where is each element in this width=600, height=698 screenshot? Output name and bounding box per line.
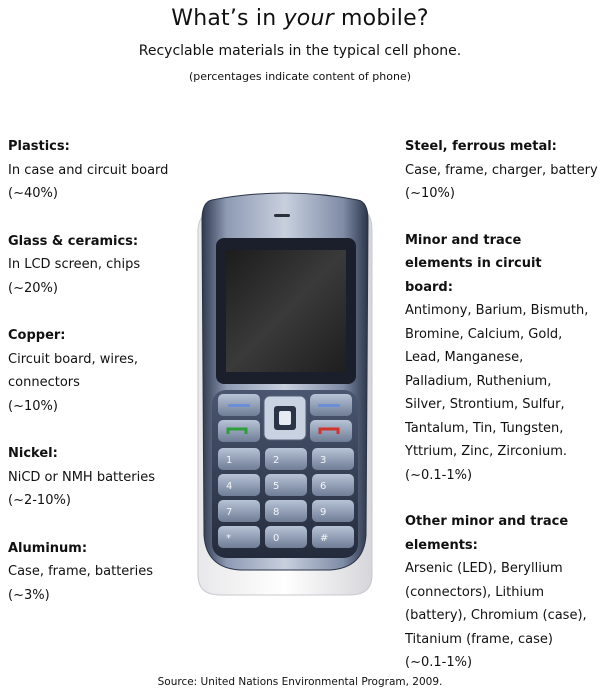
keypad-key (265, 448, 307, 470)
material-heading: Minor and trace elements in circuit board: (405, 232, 542, 295)
page-title (0, 6, 600, 31)
keypad-key-label: 3 (320, 455, 327, 466)
phone-graphic (190, 190, 380, 600)
material-description: In LCD screen, chips (8, 257, 141, 272)
keypad-key (312, 448, 354, 470)
keypad-key (265, 474, 307, 496)
material-percentage: (~0.1-1%) (405, 655, 473, 670)
material-description: Circuit board, wires, connectors (8, 351, 138, 390)
material-item-plastics (8, 135, 208, 206)
material-item-copper (8, 324, 208, 418)
material-description: Case, frame, charger, battery (405, 162, 598, 178)
keypad-key (312, 526, 354, 548)
keypad-key-label: * (226, 533, 231, 544)
material-heading: Copper: (8, 328, 66, 343)
material-item-nickel (8, 442, 208, 513)
end-key (310, 420, 352, 442)
material-item-steel (405, 135, 600, 206)
keypad-key-label: 1 (226, 455, 233, 466)
keypad-key-label: 8 (273, 507, 280, 518)
material-description: In case and circuit board (8, 162, 169, 178)
keypad-key (312, 474, 354, 496)
keypad-key (218, 448, 260, 470)
material-heading: Aluminum: (8, 540, 88, 556)
material-heading: Steel, ferrous metal: (405, 139, 557, 154)
keypad-key-label: # (320, 533, 329, 544)
material-description: NiCD or NMH batteries (8, 469, 155, 485)
material-item-circuit-trace (405, 229, 600, 488)
material-item-glass (8, 230, 208, 301)
keypad-key-label: 2 (273, 455, 280, 466)
percentage-note: (percentages indicate content of phone) (189, 70, 411, 83)
keypad-key-label: 4 (226, 481, 233, 492)
call-key (218, 420, 260, 442)
material-item-aluminum (8, 537, 208, 608)
material-heading: Other minor and trace elements: (405, 514, 569, 553)
material-heading: Plastics: (8, 139, 70, 154)
title-prefix: What’s in (171, 6, 284, 31)
material-heading: Glass & ceramics: (8, 233, 139, 249)
keypad-key-label: 0 (273, 533, 280, 544)
keypad-key (265, 500, 307, 522)
material-percentage: (~0.1-1%) (405, 467, 473, 483)
keypad-key-label: 5 (273, 481, 280, 492)
keypad-key (218, 500, 260, 522)
title-emphasis: your (283, 6, 334, 31)
phone-illustration (190, 190, 380, 600)
keypad-key-label: 9 (320, 507, 327, 518)
speaker-slot (274, 214, 290, 217)
material-percentage: (~2-10%) (8, 493, 71, 508)
material-percentage: (~3%) (8, 587, 50, 603)
material-item-other-trace (405, 510, 600, 675)
material-heading: Nickel: (8, 446, 58, 461)
keypad-key-label: 7 (226, 507, 233, 518)
right-materials-column (405, 135, 600, 698)
keypad-key (265, 526, 307, 548)
material-description: Antimony, Barium, Bismuth, Bromine, Calcium, Gold, Lead, Manganese, Palladium, Ruthenium, Silver, Strontium, Sulfur, Tantalum, Tin, Tungsten, Yttrium, Zinc, Zirconium. (405, 303, 589, 459)
material-percentage: (~20%) (8, 280, 58, 296)
keypad-key-label: 6 (320, 481, 327, 492)
material-percentage: (~10%) (405, 186, 455, 201)
page-subtitle: Recyclable materials in the typical cell phone. (138, 43, 462, 59)
material-percentage: (~10%) (8, 398, 58, 414)
material-description: Arsenic (LED), Beryllium (connectors), Lithium (battery), Chromium (case), Titanium (frame, case) (405, 561, 587, 647)
keypad-key (218, 526, 260, 548)
material-percentage: (~40%) (8, 186, 58, 201)
left-materials-column (8, 135, 208, 631)
keypad-key (218, 474, 260, 496)
material-description: Case, frame, batteries (8, 564, 154, 579)
title-suffix: mobile? (333, 6, 429, 31)
source-credit: Source: United Nations Environmental Program, 2009. (157, 676, 443, 688)
keypad-key (312, 500, 354, 522)
screen (226, 250, 346, 372)
